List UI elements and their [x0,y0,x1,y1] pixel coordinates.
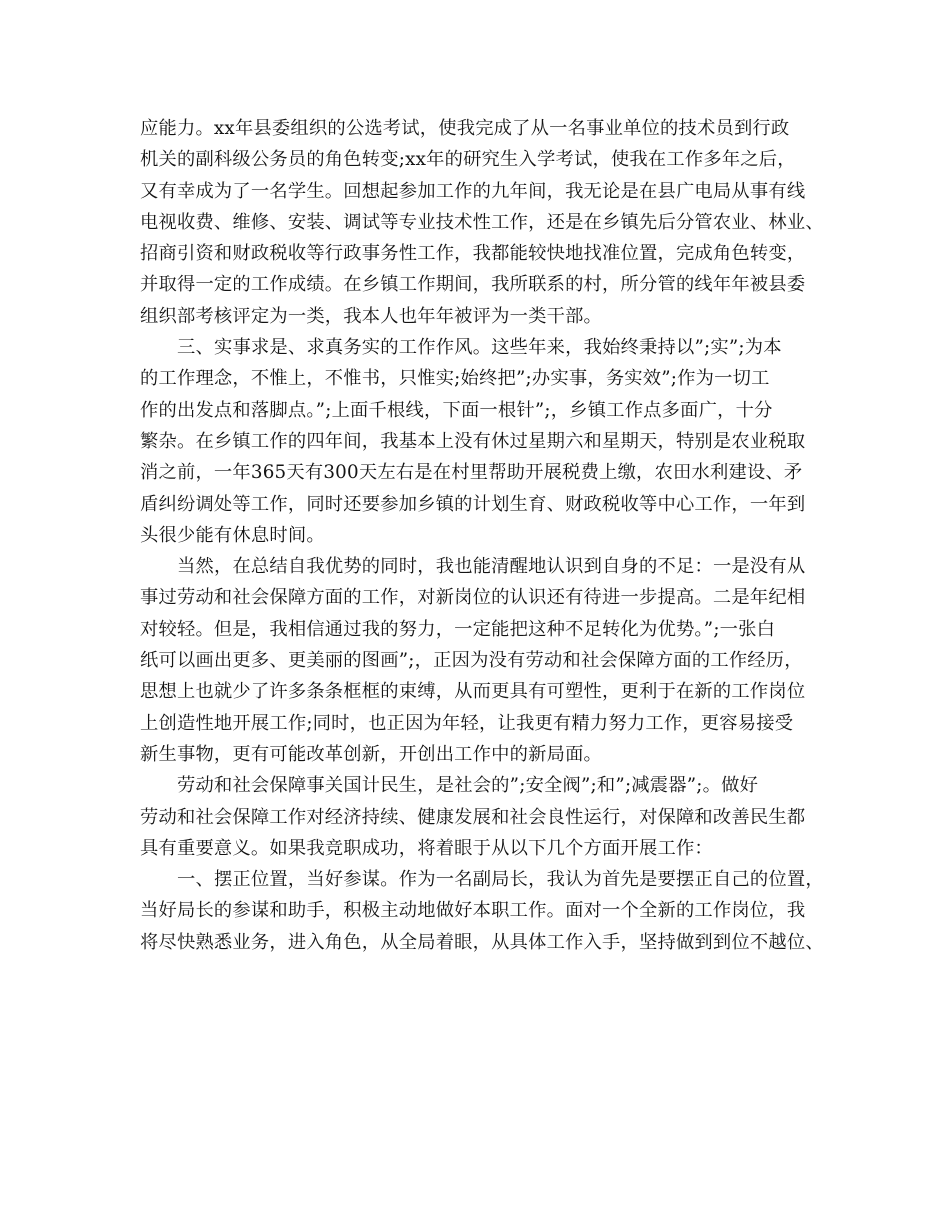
text-line: 新生事物，更有可能改革创新，开创出工作中的新局面。 [140,743,603,765]
text-line: 应能力。xx年县委组织的公选考试，使我完成了从一名事业单位的技术员到行政 [140,118,790,139]
text-line: 思想上也就少了许多条条框框的束缚，从而更具有可塑性，更利于在新的工作岗位 [140,681,806,703]
text-line: 上创造性地开展工作;同时，也正因为年轻，让我更有精力努力工作，更容易接受 [140,712,794,734]
document-body-text [140,113,824,958]
text-line: 事过劳动和社会保障方面的工作，对新岗位的认识还有待进一步提高。二是年纪相 [140,587,806,609]
text-line: 将尽快熟悉业务，进入角色，从全局着眼，从具体工作入手，坚持做到到位不越位、 [140,931,824,953]
text-line: 并取得一定的工作成绩。在乡镇工作期间，我所联系的村，所分管的线年年被县委 [140,274,806,296]
text-line: 劳动和社会保障事关国计民生，是社会的”;安全阀”;和”;减震器”;。做好 [177,775,759,797]
text-line: 繁杂。在乡镇工作的四年间，我基本上没有休过星期六和星期天，特别是农业税取 [140,430,806,452]
text-line: 招商引资和财政税收等行政事务性工作，我都能较快地找准位置，完成角色转变， [140,243,806,265]
text-line: 对较轻。但是，我相信通过我的努力，一定能把这种不足转化为优势。”;一张白 [140,618,776,640]
text-line: 当好局长的参谋和助手，积极主动地做好本职工作。面对一个全新的工作岗位，我 [140,900,806,922]
text-line: 又有幸成为了一名学生。回想起参加工作的九年间，我无论是在县广电局从事有线 [140,180,806,202]
text-line: 劳动和社会保障工作对经济持续、健康发展和社会良性运行，对保障和改善民生都 [140,806,806,828]
text-line: 的工作理念，不惟上，不惟书，只惟实;始终把”;办实事，务实效”;作为一切工 [140,368,770,390]
text-line: 具有重要意义。如果我竞职成功，将着眼于从以下几个方面开展工作： [140,837,713,859]
text-line: 当然，在总结自我优势的同时，我也能清醒地认识到自身的不足：一是没有从 [177,556,806,578]
text-line: 机关的副科级公务员的角色转变;xx年的研究生入学考试，使我在工作多年之后， [140,149,796,171]
text-line: 纸可以画出更多、更美丽的图画”;，正因为没有劳动和社会保障方面的工作经历， [140,650,803,672]
text-line: 电视收费、维修、安装、调试等专业技术性工作，还是在乡镇先后分管农业、林业、 [140,211,824,233]
text-line: 盾纠纷调处等工作，同时还要参加乡镇的计划生育、财政税收等中心工作，一年到 [140,493,806,515]
text-line: 头很少能有休息时间。 [140,524,325,546]
text-line: 一、摆正位置，当好参谋。作为一名副局长，我认为首先是要摆正自己的位置， [177,869,824,891]
text-line: 消之前，一年365天有300天左右是在村里帮助开展税费上缴，农田水利建设、矛 [140,462,803,484]
text-line: 三、实事求是、求真务实的工作作风。这些年来，我始终秉持以”;实”;为本 [177,337,782,359]
text-line: 作的出发点和落脚点。”;上面千根线，下面一根针”;，乡镇工作点多面广，十分 [140,399,773,421]
text-line: 组织部考核评定为一类，我本人也年年被评为一类干部。 [140,305,603,327]
